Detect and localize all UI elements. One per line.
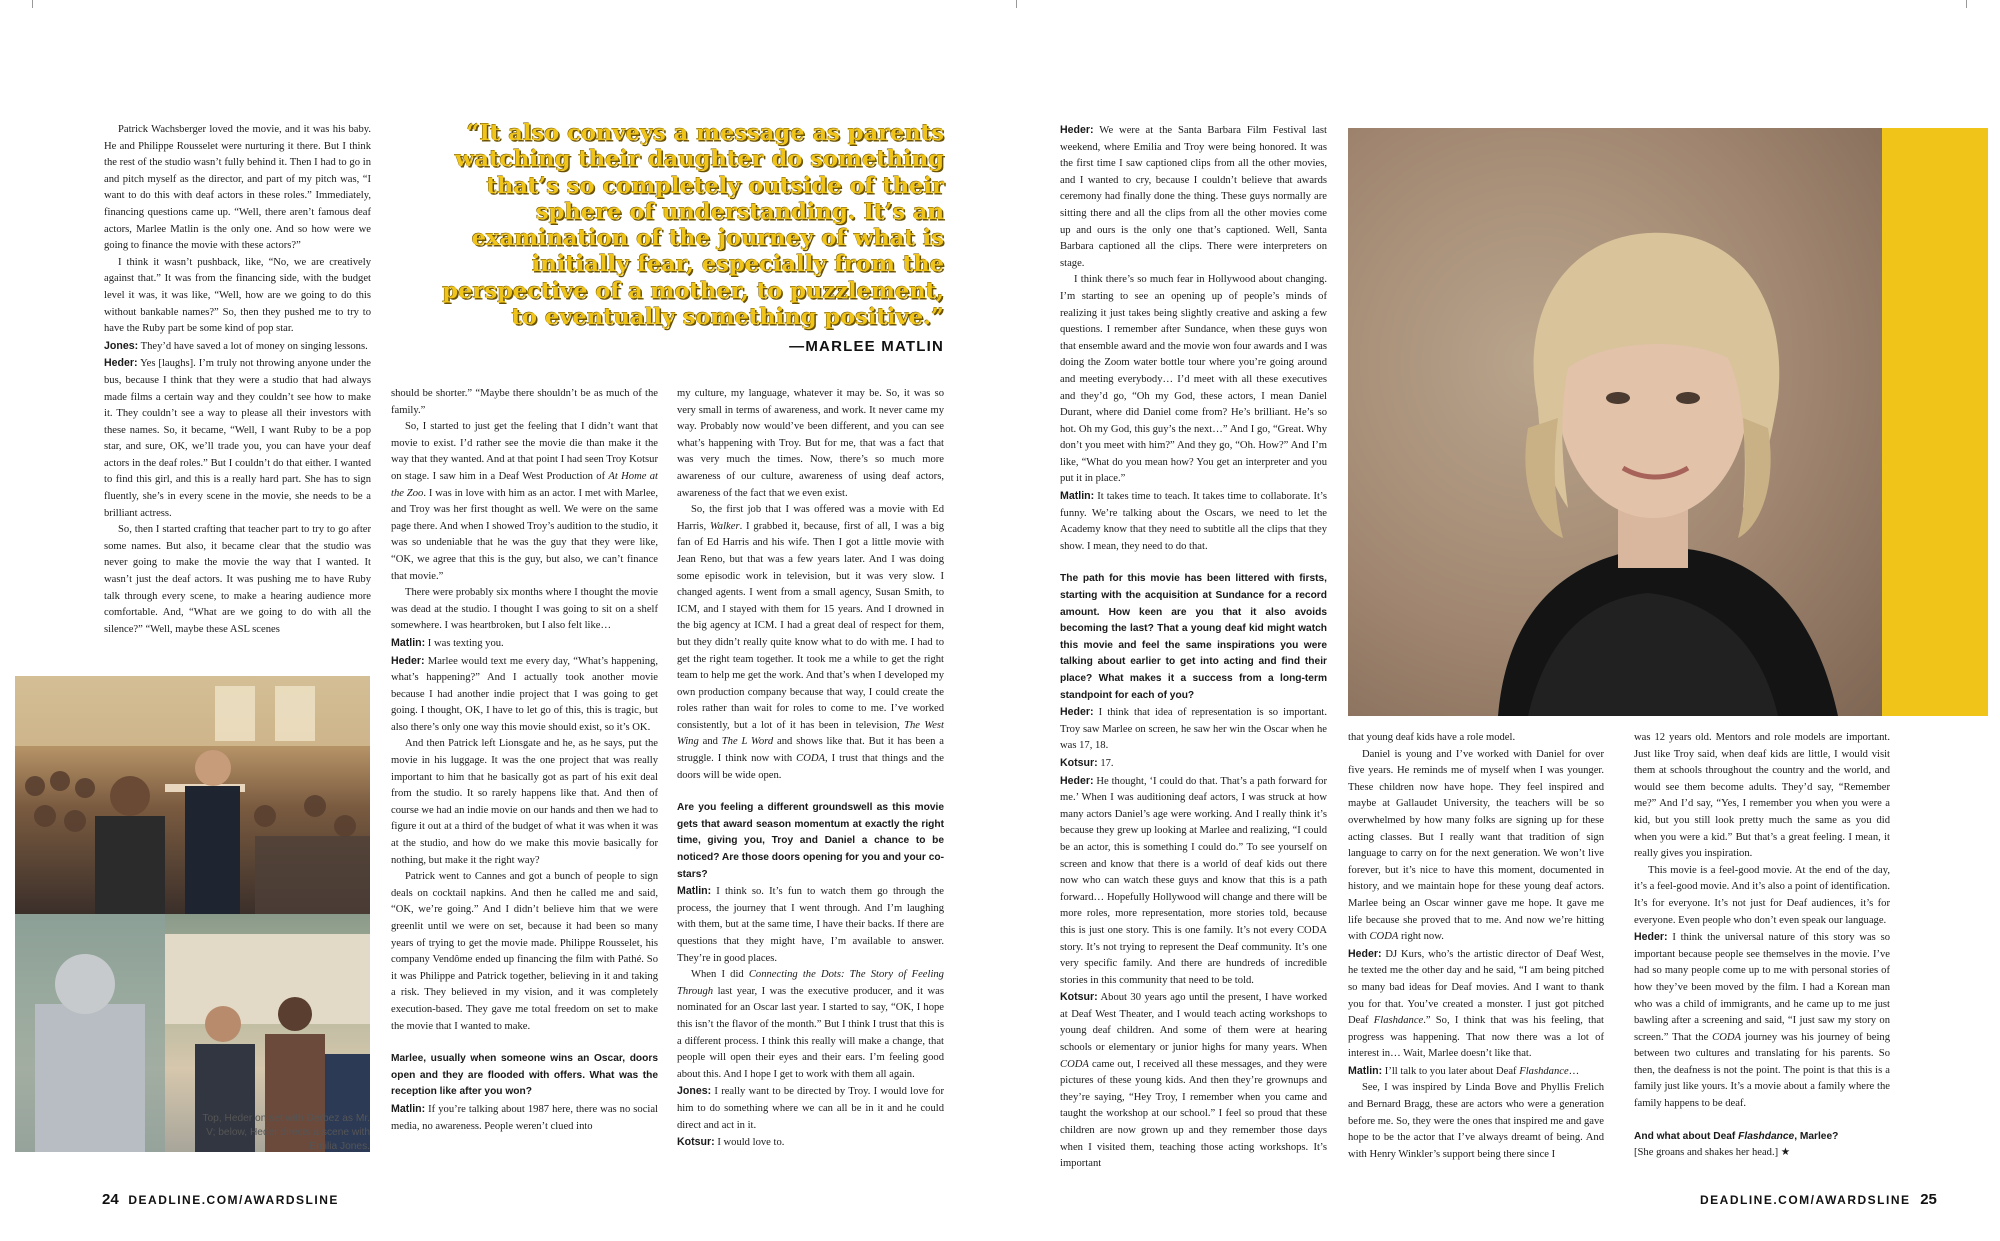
pull-quote: “It also conveys a message as parents watching their daughter do something that’s so completely outside of their sphere of understanding. It’s an examination of the journey of what is initially fear, especially from the perspective of a mother, to puzzlement, to eventually something positive.” — [442, 120, 944, 331]
text-run: . I grabbed it, because, first of all, I was a big fan of Ed Harris and his wife. Then I got a little movie with Jean Reno, but that was a few years later. And I was doing some episodic work in television, but it was very slow. I changed agents. I went from a small agency, Susan Smith, to ICM, and I stayed with them for 15 years. And I drowned in the big agency at ICM. I had a great deal of respect for them, but they didn’t really quite know what to do with me. I had to get the right team together. It took me a while to get the right team to help me get the work. And that’s when I developed my own production company because that way, I could create the roles rather than wait for roles to come to me. I’ve worked consistently, but a lot of it has been in television, — [677, 520, 944, 731]
speech: .” So, I think that was his feeling, that progress was happening. That now there was a lot of interest in… Wait, Marlee doesn’t like that. — [1348, 1015, 1605, 1060]
title-italic: CODA — [1712, 1031, 1741, 1043]
speech: Yes [laughs]. I’m truly not throwing anyone under the bus, because I think that they were a studio that had always made films a certain way and they couldn’t see how to make it. They couldn’t see a way to please all their investors with these names. So, it became, “Well, I want Ruby to be a pop star, and sure, OK, we’ll trade you, you can have your deaf actors in the deaf roles.” But I couldn’t do that either. I wanted to find this girl, and this is a really hard part. She has to sign fluently, she’s in every scene in the movie, she needs to be a brilliant actress. — [104, 358, 371, 519]
title-italic: At Home at the Zoo — [391, 470, 658, 499]
photo-caption: Top, Heder on set with Derbez as Mr. V; below, Heder directs a scene with Emilia Jones. — [202, 1113, 370, 1152]
set-photo-top-illustration — [15, 676, 370, 914]
paragraph — [1060, 755, 1327, 773]
paragraph: [She groans and shakes her head.] ★ — [1634, 1147, 1791, 1159]
speech: I really want to be directed by Troy. I would love for him to do something where we can all be in it and he could direct and act in it. — [677, 1086, 944, 1131]
speaker-label: Heder: — [1060, 706, 1094, 719]
speech: About 30 years ago until the present, I have worked at Deaf West Theater, and I would teach acting workshops to young deaf children. And some of them were at hearing schools or elementary or junior highs for many years. When — [1060, 992, 1327, 1054]
interview-question: Marlee, usually when someone wins an Oscar, doors open and they are flooded with offers. What was the reception like after you won? — [391, 1053, 658, 1098]
speaker-label: Matlin: — [391, 636, 426, 649]
interview-question — [1634, 1129, 1890, 1146]
paragraph — [1060, 122, 1327, 272]
article-column-2 — [391, 386, 658, 1135]
title-italic: Flashdance — [1373, 1015, 1424, 1027]
marlee-matlin-portrait — [1348, 128, 1882, 716]
title-italic: CODA — [1060, 1058, 1089, 1070]
paragraph — [104, 338, 371, 356]
paragraph — [1348, 1063, 1604, 1081]
interview-question: The path for this movie has been littered with firsts, starting with the acquisition at Sundance for a record amount. How keen are you that it also avoids becoming the last? That a young deaf kid might watch this movie and feel the same inspirations you were talking about earlier to get into acting and find their place? What makes it a success from a long-term standpoint for each of you? — [1060, 573, 1327, 701]
paragraph: I think there’s so much fear in Hollywood about changing. I’m starting to see an opening up of people’s minds of realizing it just takes being slightly creative and asking a few questions. I remember after Sundance, when these guys won that ensemble award and the movie won four awards and I was doing the Zoom water bottle tour where you’re going around and meeting everybody… I’d meet with all these executives and they’d go, “Oh my God, these actors, I mean Daniel Durant, where did Daniel come from? He’s brilliant. He’s so hot. Oh my God, this guy’s the next…” And I go, “Great. Why don’t you meet with him?” And they go, “Oh. How?” And I’m like, “What do you mean how? You get an interpreter and you put it in place.” — [1060, 274, 1327, 485]
paragraph — [677, 1134, 944, 1152]
speaker-label: Matlin: — [1060, 490, 1095, 503]
speech: I would love to. — [714, 1137, 785, 1149]
title-italic: Flashdance — [1738, 1130, 1795, 1142]
speech: He thought, ‘I could do that. That’s a path forward for me.’ When I was auditioning deaf actors, I was struck at how many actors Daniel’s age were working. And I really think it’s because they grew up looking at Marlee and realizing, “I could be an actor, this is something I could do.” To see yourself on screen and know that there is a world of deaf kids out there now who can watch these guys and know that this is a path forward… Hopefully Hollywood will change and there will be more roles, more representation, more stories told, because this is just one story. This is one family. It’s not every CODA story. It’s not trying to represent the Deaf community. It’s one very specific family. And there are hundreds of incredible stories in this community that need to be told. — [1060, 775, 1327, 986]
text-run: right now. — [1398, 931, 1444, 943]
speaker-label: Matlin: — [677, 885, 712, 898]
page-number: 24 — [102, 1191, 119, 1208]
text-run: . I was in love with him as an actor. I met with Marlee, and Troy was her first thought as well. We were on the same page there. And when I showed Troy’s audition to the studio, it was so undeniable that he was the guy that they were like, “OK, we agree that this is the guy, but also, we can’t finance that movie.” — [391, 487, 659, 582]
speaker-label: Heder: — [1060, 124, 1094, 136]
speech: If you’re talking about 1987 here, there was no social media, no awareness. People weren’t clued into — [391, 1103, 658, 1132]
title-italic: Walker — [709, 520, 740, 532]
speaker-label: Heder: — [391, 654, 425, 667]
paragraph: should be shorter.” “Maybe there shouldn’t be as much of the family.” — [391, 388, 658, 416]
speaker-label: Heder: — [1060, 774, 1094, 787]
paragraph — [677, 967, 944, 1083]
paragraph — [1348, 946, 1604, 1063]
speaker-label: Heder: — [104, 357, 138, 370]
title-italic: CODA — [1369, 931, 1399, 943]
text-run: , Marlee? — [1794, 1130, 1839, 1142]
paragraph: So, then I started crafting that teacher part to try to go after some names. But also, it became clear that the studio was never going to make the movie the way that I wanted. It wasn’t just the deaf actors. It was pushing me to have Ruby talk through every scene, to make a hearing audience more comfortable. And, “What are we going to do with all the silence?” “Well, maybe these ASL scenes — [104, 524, 371, 635]
article-column-3 — [677, 386, 944, 1152]
crop-mark — [1966, 0, 1967, 8]
text-run: and shows like that. But it has been a struggle. I think now with — [677, 736, 945, 765]
article-column-1 — [104, 122, 371, 638]
speaker-label: Heder: — [1348, 947, 1382, 960]
paragraph — [1634, 929, 1890, 1113]
site-url[interactable]: DEADLINE.COM/AWARDSLINE — [128, 1193, 339, 1207]
pull-quote-attribution: —MARLEE MATLIN — [789, 338, 944, 355]
paragraph — [677, 1083, 944, 1134]
text-run: So, I started to just get the feeling that I didn’t want that movie to exist. I’d rather see the movie die than make it the way that they wanted. And at that point I had seen Troy Kotsur on stage. I saw him in a Deaf West Production of — [391, 421, 658, 482]
paragraph — [1060, 773, 1327, 990]
speaker-label: Jones: — [104, 339, 139, 352]
speech: I think that idea of representation is so important. Troy saw Marlee on screen, he saw her win the Oscar when he was 17, 18. — [1060, 707, 1327, 752]
title-italic: CODA — [796, 753, 825, 765]
folio-left — [102, 1191, 339, 1208]
speech: I think the universal nature of this story was so important because people see themselves in the movie. I’ve had so many people come up to me with personal stories of how they’ve been moved by the film. I had a Korean man who was a child of immigrants, and he came up to me just bawling after a screening and said, “I just saw my story on screen.” That the — [1634, 932, 1890, 1043]
speech: journey was his journey of being between two cultures and translating for his parents. So then, the deafness is not the point. The point is that this is a family just like yours. It’s a movie about a family where the family happens to be deaf. — [1634, 1031, 1890, 1110]
text-run: , I trust that things and the doors will be wide open. — [677, 753, 944, 781]
speaker-label: Matlin: — [391, 1102, 426, 1115]
interview-question: Are you feeling a different groundswell as this movie gets that award season momentum at exactly the right time, giving you, Troy and Daniel a chance to be noticed? Are those doors opening for you and your co-stars? — [677, 802, 944, 880]
article-column-5 — [1348, 730, 1604, 1163]
speaker-label: Kotsur: — [1060, 991, 1098, 1004]
paragraph: my culture, my language, whatever it may be. So, it was so very small in terms of awareness, and work. It never came my way. Probably now would’ve been different, and you can see what’s happening with Troy. But for me, that was a fact that was very much the times. Now, there’s so much more awareness of our culture, awareness of using deaf actors, awareness of the fact that we even exist. — [677, 388, 944, 499]
text-run: And what about Deaf — [1634, 1130, 1739, 1142]
paragraph — [391, 419, 658, 585]
folio-right — [1700, 1191, 1937, 1208]
paragraph — [677, 502, 944, 784]
speech: I’ll talk to you later about Deaf — [1382, 1065, 1520, 1077]
speaker-label: Matlin: — [1348, 1064, 1383, 1077]
paragraph: was 12 years old. Mentors and role models are important. Just like Troy said, when deaf kids are little, I would visit them at schools throughout the country and the world, and would see them become adults. They’d say, “Remember me?” And I’d say, “Yes, I remember you when you were a kid, but you still look pretty much the same as you did when you were a kid.” But that’s a great feeling. I mean, it really gives you inspiration. — [1634, 732, 1890, 860]
speech: It takes time to teach. It takes time to collaborate. It’s funny. We’re talking about the Oscars, we need to let the Academy know that they need to subtitle all the clips that they show. I mean, they need to do that. — [1060, 491, 1327, 552]
text-run: When I did — [691, 969, 749, 981]
paragraph: And then Patrick left Lionsgate and he, as he says, put the movie in his luggage. It was the one project that was really important to him that he basically got as part of his exit deal from the studio. It so rarely happens like that. And then of course we had an indie movie on our hands and then we had to figure it out at a third of the budget of what it was when it was at the studio, and how do we make this movie basically for nothing, but make it the right way? — [391, 738, 658, 866]
title-italic: The L Word — [721, 736, 774, 748]
speaker-label: Kotsur: — [1060, 756, 1098, 769]
speech: DJ Kurs, who’s the artistic director of Deaf West, he texted me the other day and he said, “I am being pitched so many bad ideas for Deaf movies. And I want to thank you for that. You’ve created a monster. I just got pitched Deaf — [1348, 948, 1604, 1027]
speech: 17. — [1097, 757, 1114, 769]
article-column-6 — [1634, 730, 1890, 1162]
paragraph: that young deaf kids have a role model. — [1348, 732, 1516, 743]
speech: Marlee would text me every day, “What’s happening, what’s happening?” And I actually took another movie because I had another indie project that I was going to get going. I thought, OK, I have to let go of this, this is tragic, but also there’s only one way this movie should exist, so it’s OK. — [391, 655, 658, 733]
speech: I think so. It’s fun to watch them go through the process, the journey that I went through. And I’m laughing with them, but at the same time, I have their backs. If there are questions that they might have, I’m available to answer. They’re in good places. — [677, 886, 944, 964]
speech: We were at the Santa Barbara Film Festival last weekend, where Emilia and Troy were being honored. It was the first time I saw captioned clips from all the other movies, and I wanted to cry, because I couldn’t believe that awards ceremony had finally done the thing. These guys normally are sitting there and all the clips from all the other movies come up and ours is the only one that’s captioned. Well, Santa Barbara captioned all the clips. There were interpreters on stage. — [1060, 125, 1327, 269]
paragraph: See, I was inspired by Linda Bove and Phyllis Frelich and Bernard Bragg, these are actors who were a generation before me. So, they were the ones that inspired me and gave hope to be the actor that I’ve always dreamt of being. And with Henry Winkler’s support being there since I — [1348, 1082, 1604, 1160]
speech: came out, I received all these messages, and they were pictures of these young kids. And then they’re grownups and they’re saying, “Hey Troy, I remember when you came and taught the workshop at our school.” I feel so proud that these children are now grown up and they remember those days when I visited them, teaching those acting workshops. It’s important — [1060, 1058, 1327, 1170]
title-italic: Flashdance — [1519, 1065, 1569, 1077]
paragraph — [677, 883, 944, 967]
site-url[interactable]: DEADLINE.COM/AWARDSLINE — [1700, 1193, 1911, 1207]
paragraph — [391, 1101, 658, 1135]
text-run: and — [698, 736, 722, 748]
title-italic: The West Wing — [677, 719, 944, 748]
portrait-illustration — [1348, 128, 1882, 716]
paragraph — [391, 635, 658, 653]
paragraph: There were probably six months where I thought the movie was dead at the studio. I thought I was going to sit on a shelf somewhere. I was heartbroken, but I also felt like… — [391, 587, 658, 632]
speaker-label: Jones: — [677, 1085, 712, 1098]
text-run: So, the first job that I was offered was a movie with Ed Harris, — [677, 504, 944, 532]
paragraph — [391, 653, 658, 737]
speaker-label: Kotsur: — [677, 1136, 715, 1149]
paragraph — [1060, 488, 1327, 555]
paragraph: I think it wasn’t pushback, like, “No, we are creatively against that.” It was from the financing side, with the budget level it was, it was like, “Well, how are we going to do this without bankable names?” So, then they pushed me to try to have the Ruby part be some kind of pop star. — [104, 256, 371, 335]
paragraph — [1348, 747, 1604, 946]
speech: … — [1568, 1065, 1580, 1077]
article-column-4 — [1060, 122, 1327, 1173]
paragraph: Patrick Wachsberger loved the movie, and it was his baby. He and Philippe Rousselet were nurturing it there. But I think the rest of the studio wasn’t fully behind it. Then I had to go in and pitch myself as the director, and part of my pitch was, “I want to do this with deaf actors in these roles.” Immediately, financing questions came up. “Well, there aren’t famous deaf actors, Marlee Matlin is the only one. And so how were we going to finance the movie with these actors?” — [104, 124, 371, 252]
page-number: 25 — [1920, 1191, 1937, 1208]
text-run: Daniel is young and I’ve worked with Daniel for over five years. He reminds me of myself when I was younger. These children now have hope. They feel inspired and maybe at Gallaudet University, the teachers will be so overwhelmed by how many folks are signing up for these acting classes. But I really want that tradition of sign language to carry on for the next generation. We won’t live forever, but it’s nice to have this moment, documented in history, and we maintain hope for these young deaf actors. Marlee being an Oscar winner gave me hope. It gave me life because she proved that to me. And now we’re hitting with — [1348, 748, 1604, 943]
crop-mark — [32, 0, 33, 8]
paragraph — [1060, 704, 1327, 755]
paragraph — [104, 355, 371, 522]
accent-bar — [1882, 128, 1988, 716]
speech: They’d have saved a lot of money on singing lessons. — [138, 340, 368, 352]
speaker-label: Heder: — [1634, 931, 1668, 944]
speech: I was texting you. — [425, 637, 504, 649]
paragraph: This movie is a feel-good movie. At the end of the day, it’s a feel-good movie. And it’s also a point of identification. It’s for everyone. It’s not just for Deaf audiences, it’s for everyone. Even people who don’t even speak our language. — [1634, 864, 1890, 926]
title-italic: Connecting the Dots: The Story of Feeling Through — [677, 969, 944, 997]
paragraph: Patrick went to Cannes and got a bunch of people to sign deals on cocktail napkins. And then he called me and said, “OK, we’re going.” And I didn’t believe him that we were greenlit until we were on set, because it had been so many years of trying to get the movie made. Philippe Rousselet, his company Vendôme ended up financing the film with Pathé. So it was Philippe and Patrick together, believing in it and taking a risk. They believed in my vision, and it was completely execution-based. They gave me total freedom on set to make the movie that I wanted to make. — [391, 871, 658, 1032]
set-photo-top — [15, 676, 370, 914]
paragraph — [1060, 989, 1327, 1173]
text-run: last year, I was the executive producer, and it was nominated for an Oscar last year. I started to say, “OK, I hope this isn’t the flavor of the month.” But I think I trust that this is a different process. I think this really will make a change, that people will open their eyes and their ears. I’m feeling good about this. And I hope I get to work with them all again. — [677, 985, 944, 1080]
crop-mark — [1016, 0, 1017, 8]
